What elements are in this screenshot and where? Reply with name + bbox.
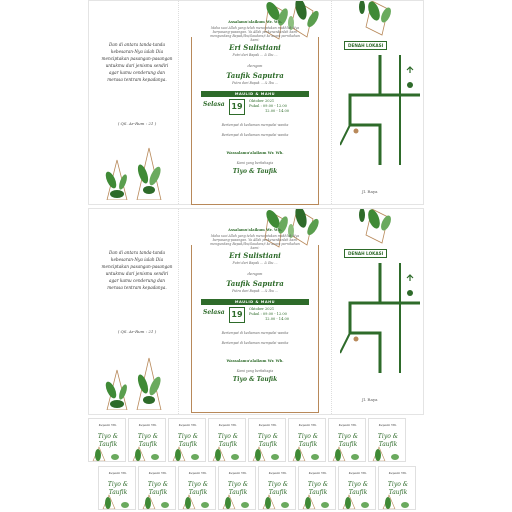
card-leaf-icon [259,493,296,509]
couple-names: Tiyo & Taufik [232,168,278,175]
map-title: DENAH LOKASI [344,249,387,258]
card-couple: Tiyo & Taufik [297,433,319,448]
greeting-top: Assalamu'alaikum Wr. Wb. [228,228,282,232]
intro-text: Maha suci Allah yang telah menciptakan makhluk-Nya berpasang-pasangan. Ya Allah perkenankanlah kami mengundang Bapak/Ibu/Saudara/i ke acara pernikahan kami: [210,234,300,250]
signature-label: Kami yang berbahagia [236,369,274,373]
groom-name: Taufik Saputra [226,71,284,80]
card-leaf-icon [89,445,126,461]
card-label: Kepada Yth. [98,423,118,427]
location-map [340,263,420,373]
card-couple: Tiyo & Taufik [387,481,409,496]
quran-verse: Dan di antara tanda-tanda kebesaran-Nya ialah Dia menciptakan pasangan-pasangan untukmu dari jenismu sendiri agar kamu cenderung dan merasa tentram kepadanya. [101,42,173,82]
card-label: Kepada Yth. [258,423,278,427]
verse-panel [89,209,179,414]
card-leaf-icon [209,445,246,461]
groom-parents: Putra dari Bapak ... & Ibu ... [232,81,278,85]
bride-parents: Putri dari Bapak ... & Ibu ... [232,53,278,57]
card-label: Kepada Yth. [388,471,408,475]
card-leaf-icon [329,445,366,461]
akad-time: Pukul : 09.00 - 12.00 [249,312,287,316]
verse-source: ( QS. Ar-Rum : 21 ) [117,329,157,334]
card-couple: Tiyo & Taufik [257,433,279,448]
card-label: Kepada Yth. [108,471,128,475]
card-couple: Tiyo & Taufik [267,481,289,496]
card-couple: Tiyo & Taufik [187,481,209,496]
envelope-card [168,418,206,462]
event-month-year: Oktober 2021 [249,307,275,311]
resepsi-time: 12.00 - 14.00 [265,109,290,113]
envelope-card [368,418,406,462]
card-couple: Tiyo & Taufik [227,481,249,496]
card-label: Kepada Yth. [348,471,368,475]
card-label: Kepada Yth. [148,471,168,475]
signature-label: Kami yang berbahagia [236,161,274,165]
resepsi-time: 12.00 - 14.00 [265,317,290,321]
envelope-card [178,466,216,510]
and-word: dengan [247,63,263,68]
card-leaf-icon [379,493,416,509]
event-date: 19 [229,99,245,115]
botanical-decoration-icon [97,340,175,410]
corner-leaf-icon [332,1,426,41]
envelope-card [98,466,136,510]
card-leaf-icon [249,445,286,461]
verse-source: ( QS. Ar-Rum : 21 ) [117,121,157,126]
card-couple: Tiyo & Taufik [377,433,399,448]
envelope-card [88,418,126,462]
card-couple: Tiyo & Taufik [347,481,369,496]
card-label: Kepada Yth. [298,423,318,427]
venue-text-2: Bertempat di kediaman mempelai wanita [221,133,289,137]
card-couple: Tiyo & Taufik [337,433,359,448]
event-band: MAULID & MAHU [201,299,309,305]
event-date: 19 [229,307,245,323]
card-label: Kepada Yth. [268,471,288,475]
event-band: MAULID & MAHU [201,91,309,97]
card-leaf-icon [139,493,176,509]
card-leaf-icon [169,445,206,461]
card-couple: Tiyo & Taufik [147,481,169,496]
envelope-card [298,466,336,510]
card-leaf-icon [219,493,256,509]
closing-greeting: Wassalamu'alaikum Wr. Wb. [226,151,284,155]
card-label: Kepada Yth. [308,471,328,475]
groom-name: Taufik Saputra [226,279,284,288]
bride-parents: Putri dari Bapak ... & Ibu ... [232,261,278,265]
card-couple: Tiyo & Taufik [307,481,329,496]
card-couple: Tiyo & Taufik [97,433,119,448]
card-leaf-icon [99,493,136,509]
map-panel [331,1,425,204]
akad-time: Pukul : 09.00 - 12.00 [249,104,287,108]
botanical-decoration-icon [97,130,175,200]
card-leaf-icon [289,445,326,461]
card-couple: Tiyo & Taufik [217,433,239,448]
closing-greeting: Wassalamu'alaikum Wr. Wb. [226,359,284,363]
event-day: Selasa [203,309,225,316]
card-label: Kepada Yth. [338,423,358,427]
card-leaf-icon [179,493,216,509]
card-couple: Tiyo & Taufik [107,481,129,496]
couple-names: Tiyo & Taufik [232,376,278,383]
intro-text: Maha suci Allah yang telah menciptakan makhluk-Nya berpasang-pasangan. Ya Allah perkenankanlah kami mengundang Bapak/Ibu/Saudara/i ke acara pernikahan kami: [210,26,300,42]
bride-name: Eri Sulistiani [229,251,281,260]
invitation-sheet [88,0,424,205]
greeting-top: Assalamu'alaikum Wr. Wb. [228,20,282,24]
envelope-card [258,466,296,510]
location-map [340,55,420,165]
card-couple: Tiyo & Taufik [177,433,199,448]
card-label: Kepada Yth. [378,423,398,427]
envelope-card [208,418,246,462]
invitation-panel [179,1,331,204]
envelope-card [248,418,286,462]
map-footer: Jl. Raya [362,189,378,194]
card-label: Kepada Yth. [218,423,238,427]
card-leaf-icon [299,493,336,509]
verse-panel [89,1,179,204]
invitation-panel [179,209,331,414]
card-label: Kepada Yth. [188,471,208,475]
envelope-card [338,466,376,510]
map-title: DENAH LOKASI [344,41,387,50]
event-month-year: Oktober 2021 [249,99,275,103]
card-leaf-icon [129,445,166,461]
corner-leaf-icon [332,209,426,249]
venue-text-2: Bertempat di kediaman mempelai wanita [221,341,289,345]
envelope-card [138,466,176,510]
venue-text: Bertempat di kediaman mempelai wanita [221,123,289,127]
bride-name: Eri Sulistiani [229,43,281,52]
envelope-card [128,418,166,462]
envelope-cards-sheet [88,418,424,512]
groom-parents: Putra dari Bapak ... & Ibu ... [232,289,278,293]
quran-verse: Dan di antara tanda-tanda kebesaran-Nya ialah Dia menciptakan pasangan-pasangan untukmu dari jenismu sendiri agar kamu cenderung dan merasa tentram kepadanya. [101,250,173,290]
envelope-card [378,466,416,510]
card-leaf-icon [369,445,406,461]
card-label: Kepada Yth. [138,423,158,427]
card-label: Kepada Yth. [228,471,248,475]
map-footer: Jl. Raya [362,397,378,402]
event-day: Selasa [203,101,225,108]
and-word: dengan [247,271,263,276]
map-panel [331,209,425,414]
envelope-card [288,418,326,462]
card-leaf-icon [339,493,376,509]
card-label: Kepada Yth. [178,423,198,427]
envelope-card [218,466,256,510]
envelope-card [328,418,366,462]
card-couple: Tiyo & Taufik [137,433,159,448]
venue-text: Bertempat di kediaman mempelai wanita [221,331,289,335]
invitation-sheet [88,208,424,415]
